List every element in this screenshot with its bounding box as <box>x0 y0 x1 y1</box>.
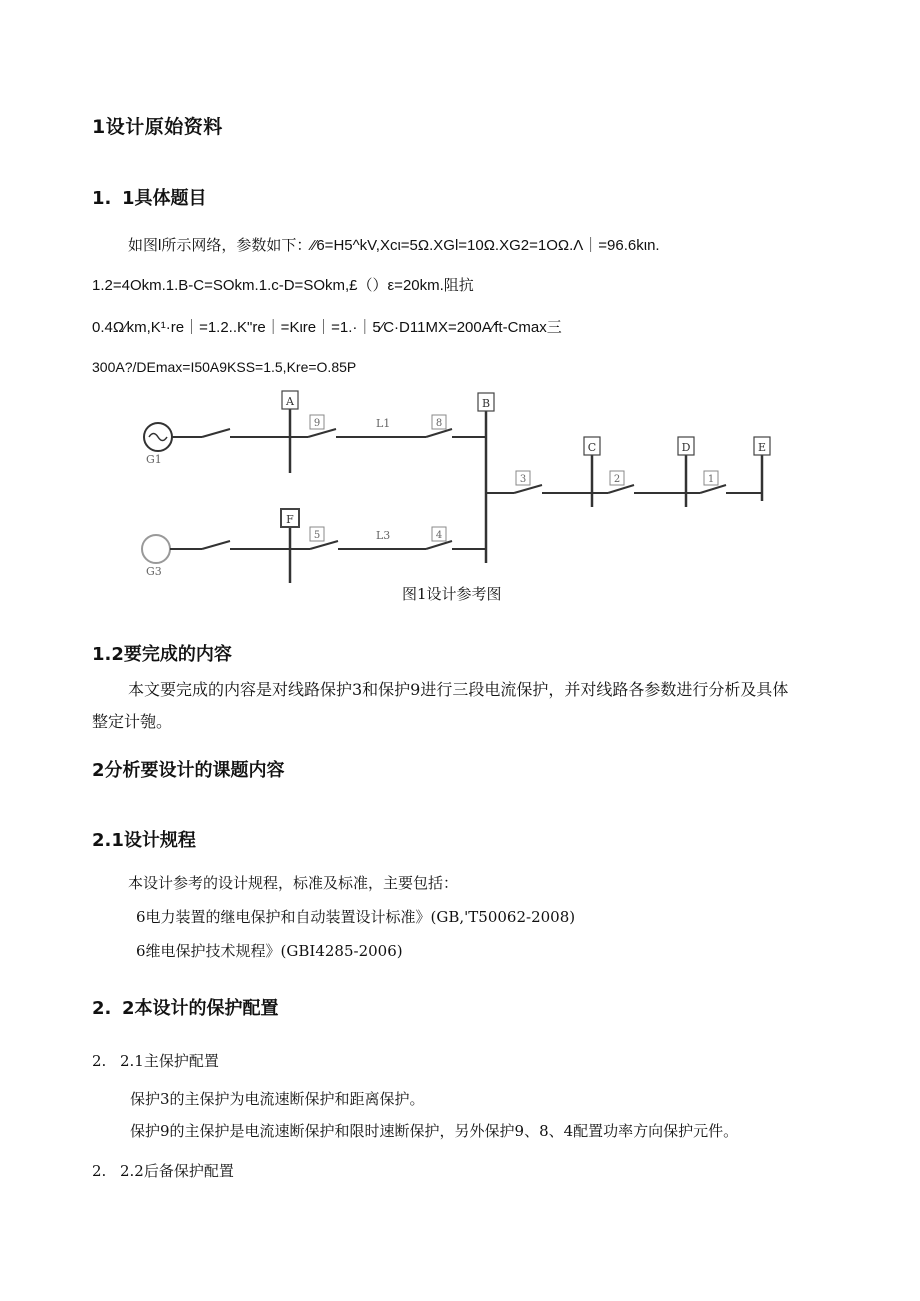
standard-reference-2: 6维电保护技术规程》(GBI4285-2006) <box>136 942 403 960</box>
prot-5-label: 5 <box>313 530 321 541</box>
line-l3-label: L3 <box>376 529 391 542</box>
section-2-2-number: 2. <box>92 998 112 1019</box>
generator-g1-label: G1 <box>146 453 162 466</box>
section-1-2-heading: 1.2要完成的内容 <box>92 644 232 665</box>
prot-9-label: 9 <box>313 418 321 429</box>
section-1-2-paragraph-line-1: 本文要完成的内容是对线路保护3和保护9进行三段电流保护，并对线路各参数进行分析及具体 <box>128 680 789 699</box>
generator-g3-symbol <box>142 535 170 563</box>
breaker-3 <box>514 485 542 493</box>
breaker-2 <box>608 485 634 493</box>
section-2-heading: 2分析要设计的课题内容 <box>92 760 285 781</box>
breaker-1 <box>700 485 726 493</box>
breaker-g3 <box>202 541 230 549</box>
section-2-1-heading: 2.1设计规程 <box>92 830 196 851</box>
main-protection-line-1: 保护3的主保护为电流速断保护和距离保护。 <box>130 1090 425 1108</box>
breaker-g1 <box>202 429 230 437</box>
section-2-2-heading: 2本设计的保护配置 <box>122 998 279 1019</box>
prot-8-label: 8 <box>435 418 443 429</box>
breaker-5 <box>310 541 338 549</box>
bus-e-label: E <box>757 441 767 454</box>
section-2-2-1-heading: 2.1主保护配置 <box>120 1052 219 1070</box>
prot-1-label: 1 <box>707 474 715 485</box>
section-1-1-heading: 1具体题目 <box>122 188 207 209</box>
section-2-1-intro: 本设计参考的设计规程，标准及标准，主要包括： <box>128 874 459 892</box>
params-line-3: 0.4Ω⁄km,K¹·re｜=1.2..K"re｜=Kιre｜=1.·｜5⁄C·D11MX=200A⁄ft-Cmax三 <box>92 319 562 336</box>
params-line-1: 如图l所示网络，参数如下：⁄⁄6=H5^kV,Xcι=5Ω.XGl=10Ω.XG2=1OΩ.Λ｜=96.6kιn. <box>128 237 660 254</box>
prot-3-label: 3 <box>519 474 527 485</box>
bus-b-label: B <box>481 397 491 410</box>
section-1-1-number: 1. <box>92 188 112 209</box>
bus-f-label: F <box>286 513 294 526</box>
prot-4-label: 4 <box>435 530 443 541</box>
section-1-heading: 1设计原始资料 <box>92 116 223 138</box>
bus-c-label: C <box>587 441 597 454</box>
section-2-2-1-number: 2. <box>92 1052 107 1070</box>
params-line-4: 300A?/DEmax=I50A9KSS=1.5,Kre=O.85P <box>92 359 357 375</box>
section-2-2-2-heading: 2.2后备保护配置 <box>120 1162 234 1180</box>
breaker-4 <box>426 541 452 549</box>
line-l1-label: L1 <box>376 417 391 430</box>
generator-g1-wave <box>149 434 167 441</box>
figure-caption: 图1设计参考图 <box>402 585 502 603</box>
prot-2-label: 2 <box>613 474 621 485</box>
section-2-2-2-number: 2. <box>92 1162 107 1180</box>
bus-a-label: A <box>286 395 294 408</box>
breaker-9 <box>308 429 336 437</box>
breaker-8 <box>426 429 452 437</box>
main-protection-line-2: 保护9的主保护是电流速断保护和限时速断保护，另外保护9、8、4配置功率方向保护元件。 <box>130 1122 739 1140</box>
generator-g3-label: G3 <box>146 565 162 578</box>
network-diagram <box>130 385 790 590</box>
bus-d-label: D <box>681 441 691 454</box>
params-line-2: 1.2=4Okm.1.B-C=SOkm.1.c-D=SOkm,£（）ε=20km.阻抗 <box>92 277 474 294</box>
section-1-2-paragraph-line-2: 整定计匏。 <box>92 712 173 731</box>
standard-reference-1: 6电力装置的继电保护和自动装置设计标准》(GB,'T50062-2008) <box>136 908 576 926</box>
